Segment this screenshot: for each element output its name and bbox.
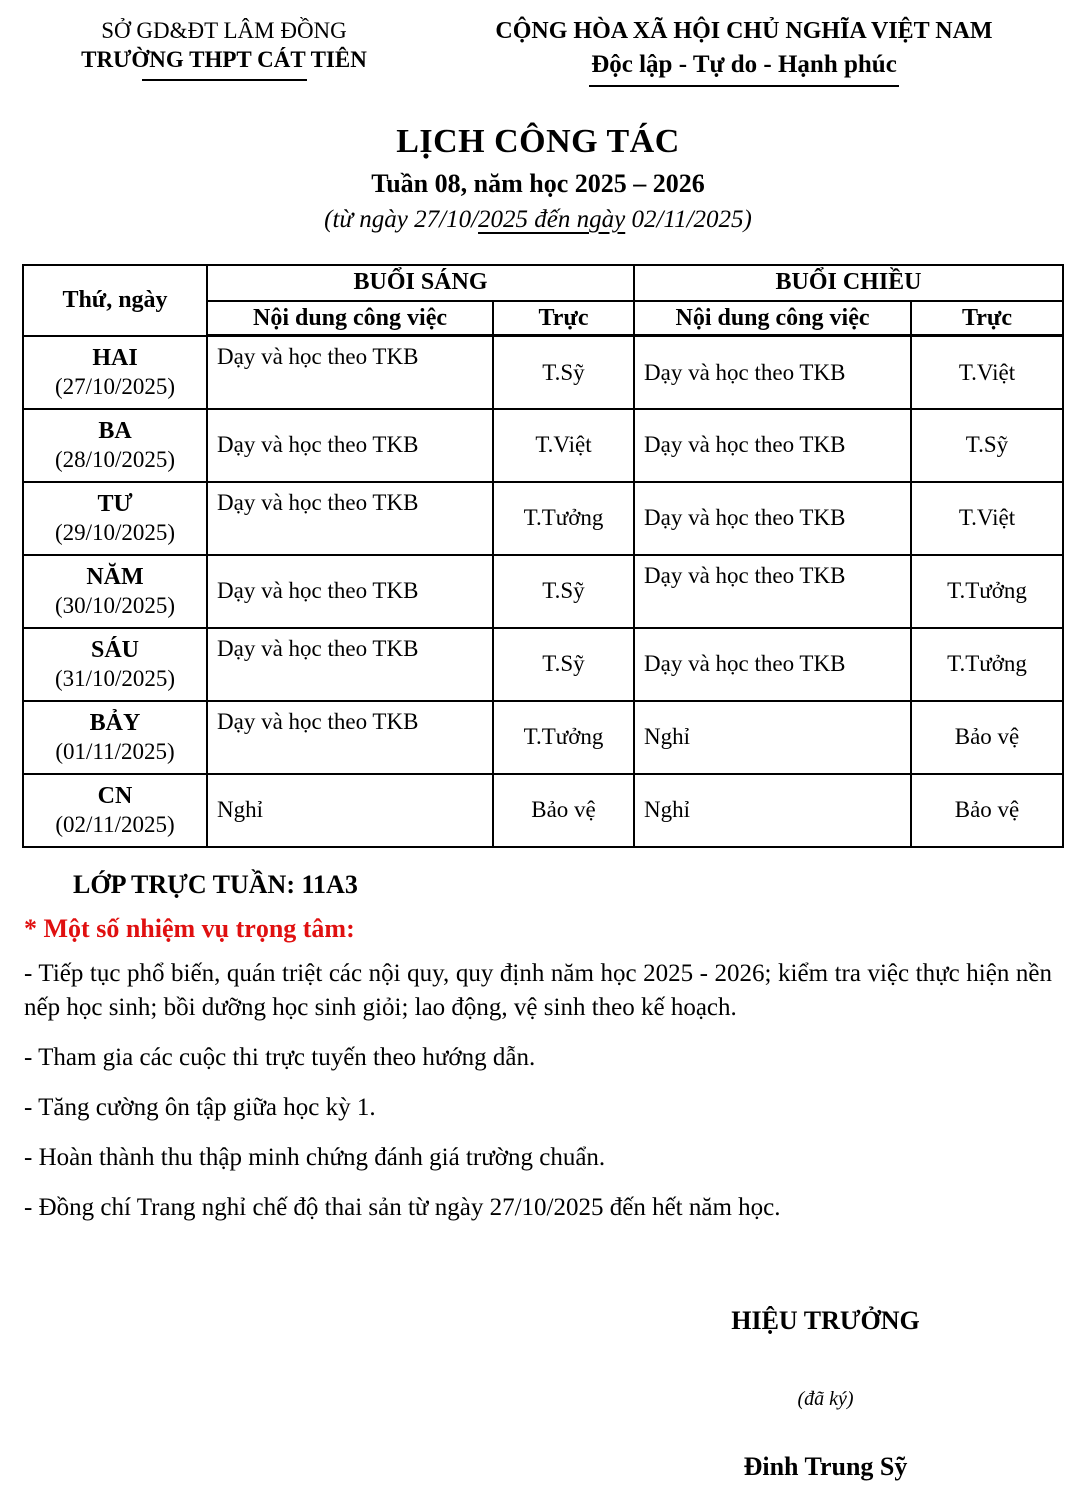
col-header-morning: BUỔI SÁNG: [207, 265, 634, 301]
signed-note: (đã ký): [797, 1388, 854, 1410]
task-item: - Đồng chí Trang nghỉ chế độ thai sản từ ngày 27/10/2025 đến hết năm học.: [24, 1193, 781, 1221]
morning-content-cell: Dạy và học theo TKB: [207, 555, 493, 628]
duty-class-line: LỚP TRỰC TUẦN: 11A3: [73, 869, 358, 899]
tasks-heading: * Một số nhiệm vụ trọng tâm:: [24, 913, 355, 943]
table-row-sunday: [23, 774, 1063, 847]
afternoon-duty-cell: T.Tưởng: [911, 628, 1063, 701]
day-cell: [23, 774, 207, 847]
morning-content-cell: Dạy và học theo TKB: [207, 701, 493, 774]
afternoon-duty-cell: T.Sỹ: [911, 409, 1063, 482]
national-motto: Độc lập - Tự do - Hạnh phúc: [589, 49, 899, 87]
table-row-saturday: [23, 701, 1063, 774]
morning-duty-cell: T.Sỹ: [493, 555, 634, 628]
day-date: (29/10/2025): [54, 520, 176, 546]
day-name: CN: [97, 783, 133, 810]
task-item: - Hoàn thành thu thập minh chứng đánh giá trường chuẩn.: [24, 1143, 606, 1171]
afternoon-duty-cell: T.Việt: [911, 482, 1063, 555]
school-underline-rule: [142, 79, 307, 81]
afternoon-content-cell: Nghỉ: [634, 701, 911, 774]
morning-duty-cell: T.Sỹ: [493, 628, 634, 701]
col-header-afternoon: BUỔI CHIỀU: [634, 265, 1063, 301]
org-department: SỞ GD&ĐT LÂM ĐỒNG: [101, 18, 347, 43]
day-name: TƯ: [97, 491, 133, 518]
week-subtitle: Tuần 08, năm học 2025 – 2026: [371, 169, 705, 199]
morning-content-cell: Dạy và học theo TKB: [207, 628, 493, 701]
morning-duty-cell: T.Sỹ: [493, 336, 634, 409]
day-name: SÁU: [90, 637, 139, 664]
signer-title: HIỆU TRƯỞNG: [731, 1306, 920, 1335]
day-name: NĂM: [86, 564, 144, 591]
day-date: (27/10/2025): [54, 374, 176, 400]
task-item: - Tăng cường ôn tập giữa học kỳ 1.: [24, 1093, 376, 1121]
org-school-name: TRƯỜNG THPT CÁT TIÊN: [81, 47, 367, 73]
day-date: (30/10/2025): [54, 593, 176, 619]
afternoon-content-cell: Dạy và học theo TKB: [634, 628, 911, 701]
day-cell: [23, 336, 207, 409]
morning-duty-cell: Bảo vệ: [493, 774, 634, 847]
morning-content-cell: Dạy và học theo TKB: [207, 482, 493, 555]
day-name: HAI: [92, 345, 138, 372]
table-header-row-sessions: [23, 265, 1063, 301]
task-item: - Tham gia các cuộc thi trực tuyến theo hướng dẫn.: [24, 1043, 536, 1071]
day-cell: [23, 409, 207, 482]
table-row-wednesday: [23, 482, 1063, 555]
signature-block: [598, 1306, 1053, 1482]
day-name: BA: [98, 418, 132, 445]
col-header-morning-content: Nội dung công việc: [207, 301, 493, 336]
day-cell: [23, 628, 207, 701]
afternoon-content-cell: Dạy và học theo TKB: [634, 336, 911, 409]
col-header-afternoon-duty: Trực: [911, 301, 1063, 336]
day-date: (28/10/2025): [54, 447, 176, 473]
national-block: [430, 16, 1058, 87]
col-header-afternoon-content: Nội dung công việc: [634, 301, 911, 336]
day-date: (31/10/2025): [54, 666, 176, 692]
date-range-suffix: 02/11/2025): [625, 205, 752, 233]
morning-duty-cell: T.Tưởng: [493, 701, 634, 774]
table-row-tuesday: [23, 409, 1063, 482]
morning-duty-cell: T.Việt: [493, 409, 634, 482]
table-row-friday: [23, 628, 1063, 701]
task-item: - Tiếp tục phổ biến, quán triệt các nội quy, quy định năm học 2025 - 2026; kiểm tra việc thực hiện nền nếp học sinh; bồi dưỡng học sinh giỏi; lao động, vệ sinh theo kế hoạch.: [24, 959, 1052, 1021]
morning-content-cell: Dạy và học theo TKB: [207, 409, 493, 482]
date-range: [0, 204, 1076, 235]
letterhead: [0, 0, 1076, 87]
day-date: (01/11/2025): [55, 739, 175, 765]
date-range-prefix: (từ ngày 27/10/: [324, 205, 479, 233]
day-cell: [23, 701, 207, 774]
afternoon-duty-cell: Bảo vệ: [911, 701, 1063, 774]
day-date: (02/11/2025): [55, 812, 175, 838]
afternoon-duty-cell: T.Việt: [911, 336, 1063, 409]
morning-duty-cell: T.Tưởng: [493, 482, 634, 555]
afternoon-content-cell: Dạy và học theo TKB: [634, 482, 911, 555]
col-header-day: Thứ, ngày: [23, 265, 207, 336]
day-name: BẢY: [89, 710, 141, 737]
afternoon-content-cell: Nghỉ: [634, 774, 911, 847]
afternoon-content-cell: Dạy và học theo TKB: [634, 555, 911, 628]
day-cell: [23, 555, 207, 628]
day-cell: [23, 482, 207, 555]
afternoon-content-cell: Dạy và học theo TKB: [634, 409, 911, 482]
afternoon-duty-cell: Bảo vệ: [911, 774, 1063, 847]
col-header-morning-duty: Trực: [493, 301, 634, 336]
afternoon-duty-cell: T.Tưởng: [911, 555, 1063, 628]
date-range-underlined: 2025 đến ngày: [478, 205, 626, 233]
title-block: [0, 121, 1076, 235]
schedule-table: [22, 264, 1064, 848]
morning-content-cell: Nghỉ: [207, 774, 493, 847]
table-row-thursday: [23, 555, 1063, 628]
table-row-monday: [23, 336, 1063, 409]
national-motto-wrap: [430, 49, 1058, 87]
org-block: [18, 16, 430, 87]
morning-content-cell: Dạy và học theo TKB: [207, 336, 493, 409]
national-title: CỘNG HÒA XÃ HỘI CHỦ NGHĨA VIỆT NAM: [495, 18, 993, 44]
document-title: LỊCH CÔNG TÁC: [396, 122, 680, 160]
signer-name: Đinh Trung Sỹ: [743, 1452, 908, 1481]
